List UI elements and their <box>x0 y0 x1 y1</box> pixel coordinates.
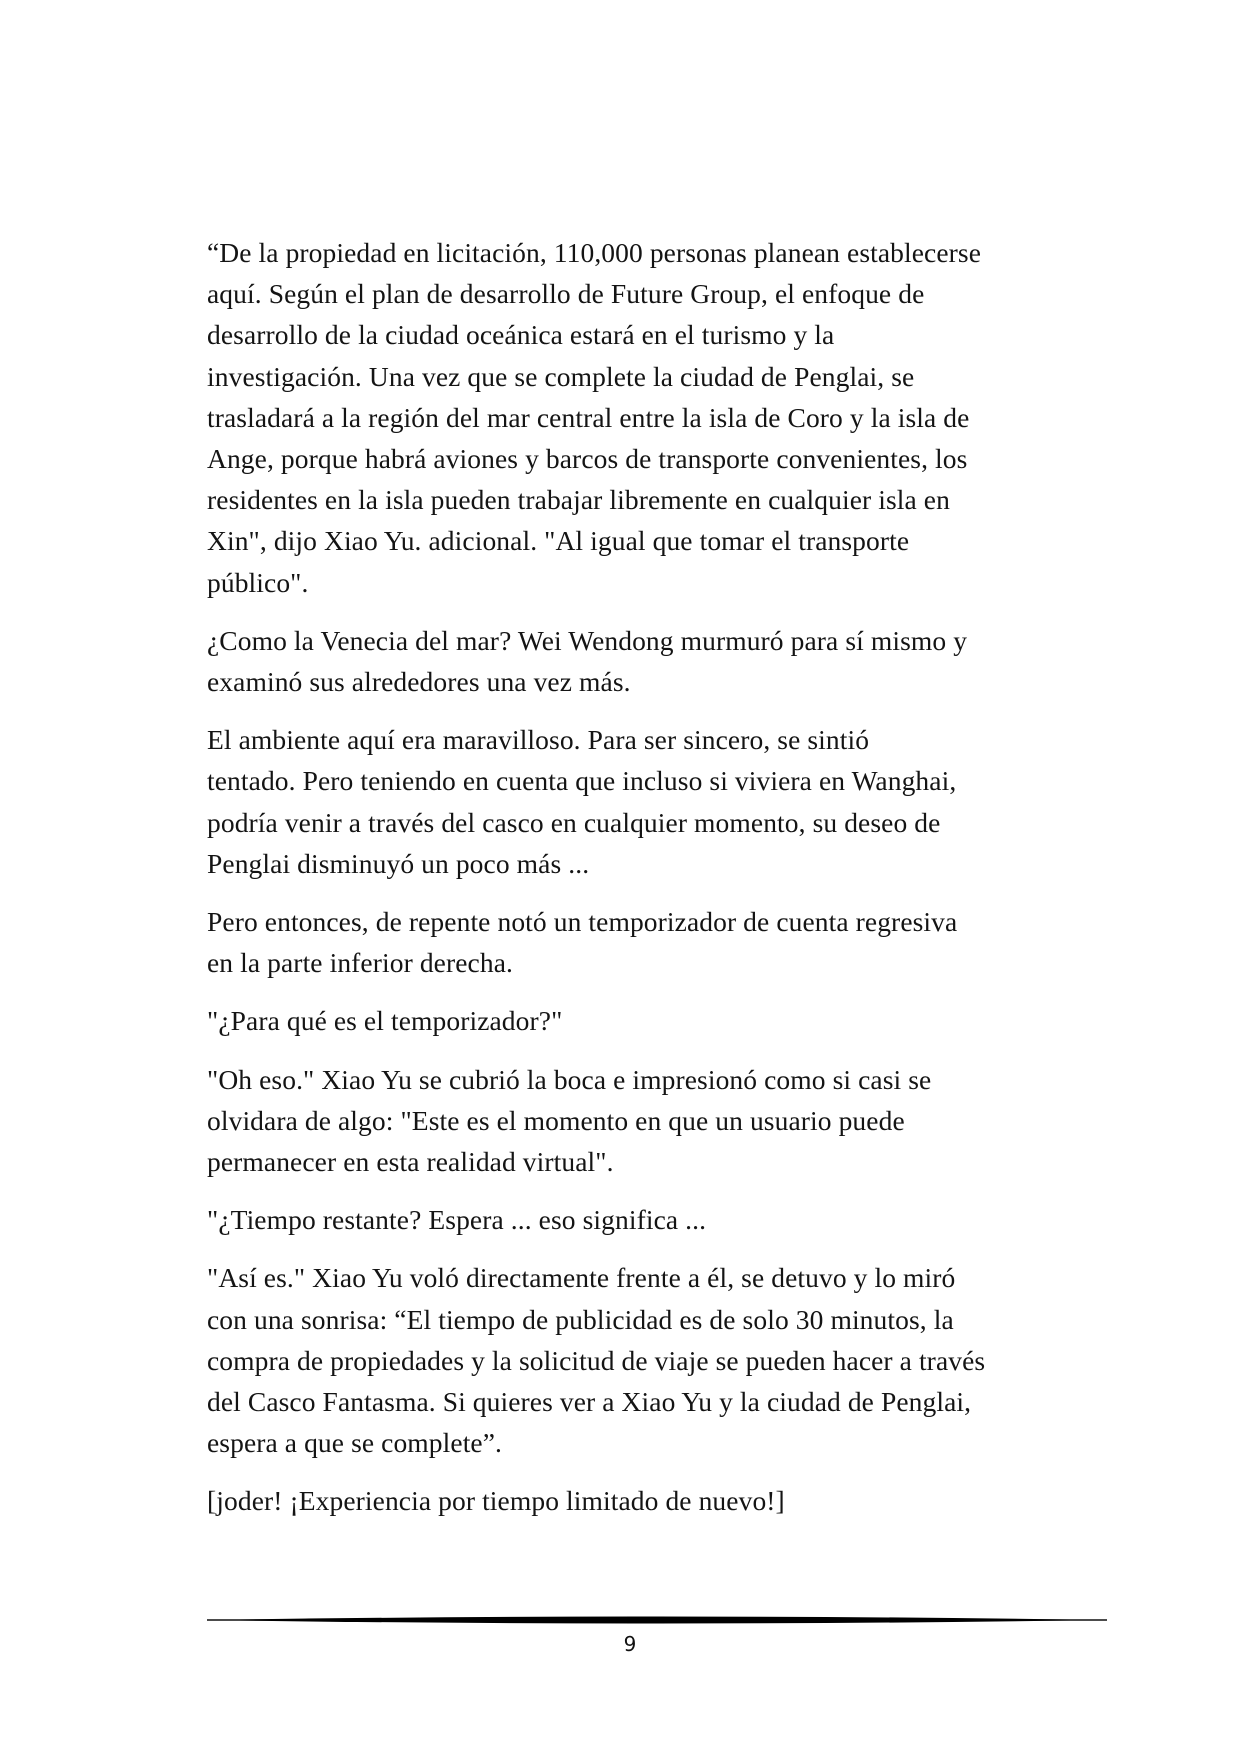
footer-divider <box>207 1614 1107 1626</box>
page-number: 9 <box>623 1632 637 1656</box>
paragraph-1: “De la propiedad en licitación, 110,000 personas planean establecerse aquí. Según el plan de desarrollo de Future Group, el enfoque de desarrollo de la ciudad oceánica estará en el turismo y la investigación. Una vez que se complete la ciudad de Penglai, se trasladará a la región del mar central entre la isla de Coro y la isla de Ange, porque habrá aviones y barcos de transporte convenientes, los residentes en la isla pueden trabajar libremente en cualquier isla en Xin", dijo Xiao Yu. adicional. "Al igual que tomar el transporte público". <box>207 237 982 598</box>
paragraph-9: [joder! ¡Experiencia por tiempo limitado de nuevo!] <box>207 1485 785 1517</box>
paragraph-4: Pero entonces, de repente notó un temporizador de cuenta regresiva en la parte inferior derecha. <box>207 906 958 979</box>
paragraph-6: "Oh eso." Xiao Yu se cubrió la boca e impresionó como si casi se olvidara de algo: "Este es el momento en que un usuario puede permanecer en esta realidad virtual". <box>207 1063 932 1178</box>
paragraph-2: ¿Como la Venecia del mar? Wei Wendong murmuró para sí mismo y examinó sus alrededores una vez más. <box>207 624 968 698</box>
paragraph-5: "¿Para qué es el temporizador?" <box>207 1005 563 1037</box>
paragraph-3: El ambiente aquí era maravilloso. Para ser sincero, se sintió tentado. Pero teniendo en cuenta que incluso si viviera en Wanghai, podría venir a través del casco en cualquier momento, su deseo de Penglai disminuyó un poco más ... <box>207 724 957 879</box>
body-text <box>207 232 1057 1539</box>
paragraph-8: "Así es." Xiao Yu voló directamente frente a él, se detuvo y lo miró con una sonrisa: “El tiempo de publicidad es de solo 30 minutos, la compra de propiedades y la solicitud de viaje se pueden hacer a través del Casco Fantasma. Si quieres ver a Xiao Yu y la ciudad de Penglai, espera a que se complete”. <box>207 1262 986 1459</box>
paragraph-7: "¿Tiempo restante? Espera ... eso significa ... <box>207 1204 707 1236</box>
